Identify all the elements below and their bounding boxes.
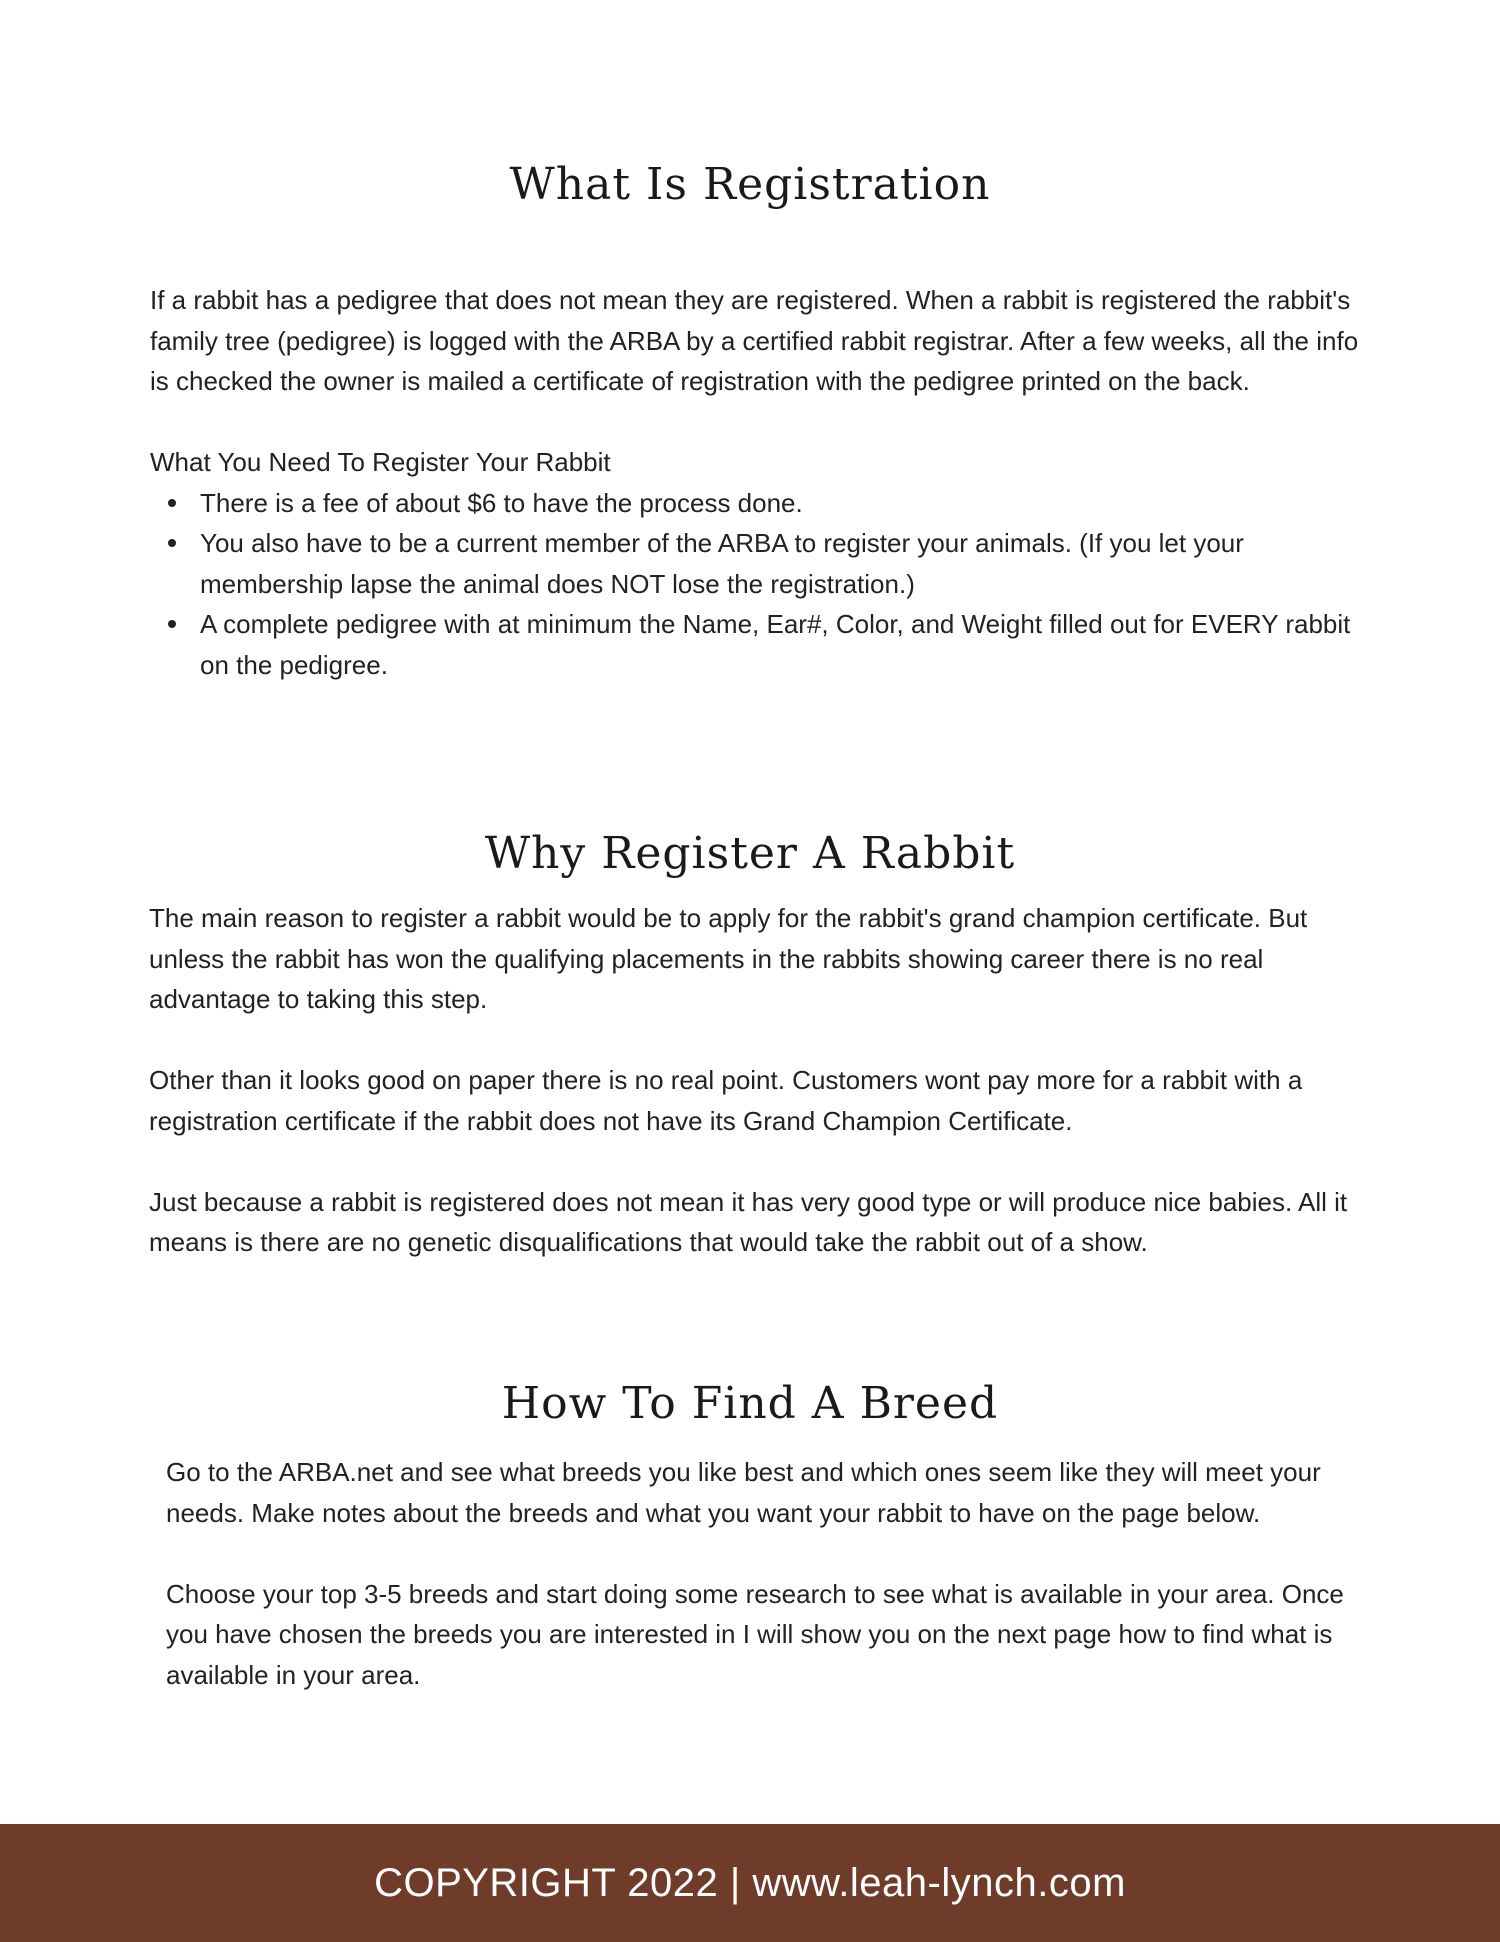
paragraph: If a rabbit has a pedigree that does not mean they are registered. When a rabbit is registered the rabbit's family tree (pedigree) is logged with the ARBA by a certified rabbit registrar. After a few weeks, all the info is checked the owner is mailed a certificate of registration with the pedigree printed on the back. [150, 285, 1359, 396]
section-body-what-is-registration [150, 280, 1370, 685]
requirements-list [150, 483, 1370, 686]
copyright-text: COPYRIGHT 2022 | www.leah-lynch.com [374, 1860, 1126, 1905]
list-item: There is a fee of about $6 to have the process done. [200, 483, 1370, 524]
footer-bar [0, 1824, 1500, 1942]
paragraph: Go to the ARBA.net and see what breeds you like best and which ones seem like they will meet your needs. Make notes about the breeds and what you want your rabbit to have on the page below. [166, 1457, 1321, 1528]
paragraph: Just because a rabbit is registered does not mean it has very good type or will produce nice babies. All it means is there are no genetic disqualifications that would take the rabbit out of a show. [149, 1186, 1348, 1257]
list-intro: What You Need To Register Your Rabbit [150, 447, 611, 477]
paragraph: The main reason to register a rabbit would be to apply for the rabbit's grand champion certificate. But unless the rabbit has won the qualifying placements in the rabbits showing career there is no real advantage to taking this step. [149, 903, 1308, 1014]
list-item: You also have to be a current member of the ARBA to register your animals. (If you let your membership lapse the animal does NOT lose the registration.) [200, 523, 1370, 604]
list-item: A complete pedigree with at minimum the Name, Ear#, Color, and Weight filled out for EVERY rabbit on the pedigree. [200, 604, 1370, 685]
section-heading-why-register: Why Register A Rabbit [484, 828, 1016, 879]
section-heading-how-to-find-a-breed: How To Find A Breed [501, 1378, 999, 1429]
paragraph: Choose your top 3-5 breeds and start doing some research to see what is available in your area. Once you have chosen the breeds you are interested in I will show you on the next page how to find what is available in your area. [166, 1578, 1344, 1690]
section-body-why-register [149, 898, 1379, 1263]
section-heading-what-is-registration: What Is Registration [509, 159, 991, 210]
paragraph: Other than it looks good on paper there is no real point. Customers wont pay more for a rabbit with a registration certificate if the rabbit does not have its Grand Champion Certificate. [149, 1065, 1303, 1136]
section-body-how-to-find-a-breed [166, 1452, 1371, 1695]
